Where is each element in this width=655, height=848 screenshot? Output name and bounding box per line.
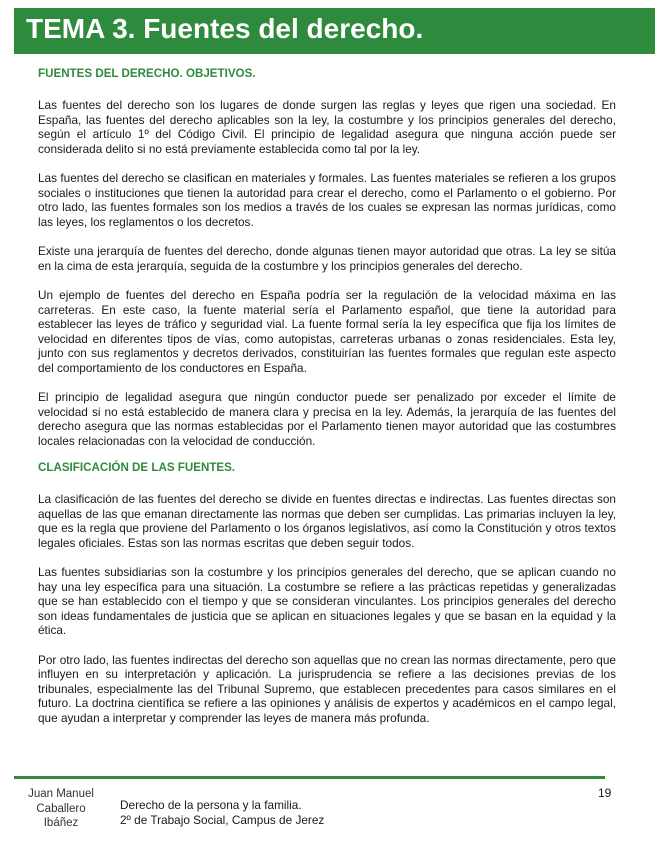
paragraph: El principio de legalidad asegura que ningún conductor puede ser penalizado por exceder el límite de velocidad si no está establecido de manera clara y precisa en la ley. Además, la jerarquía de las fuentes del derecho asegura que las normas establecidas por el Parlamento tienen mayor autoridad que las costumbres locales relacionadas con la velocidad de conducción. [38,390,616,448]
paragraph: Las fuentes del derecho son los lugares de donde surgen las reglas y leyes que rigen una sociedad. En España, las fuentes del derecho aplicables son la ley, la costumbre y los principios generales del derecho, según el artículo 1º del Código Civil. El principio de legalidad asegura que ninguna acción puede ser considerada delito si no está previamente establecida como tal por la ley. [38,98,616,156]
author-line: Ibáñez [43,817,79,829]
footer-course [120,798,324,828]
course-line: 2º de Trabajo Social, Campus de Jerez [120,813,325,827]
page-title: TEMA 3. Fuentes del derecho. [26,13,424,44]
page-number: 19 [598,786,612,800]
paragraph: Por otro lado, las fuentes indirectas del derecho son aquellas que no crean las normas directamente, pero que influyen en su interpretación y aplicación. La jurisprudencia se refiere a las decisiones previas de los tribunales, especialmente las del Tribunal Supremo, que establecen precedentes para casos similares en el futuro. La doctrina científica se refiere a las opiniones y análisis de expertos y académicos en el campo legal, que ayudan a interpretar y comprender las leyes de manera más profunda. [38,652,616,725]
footer-author [18,787,104,831]
paragraph: Las fuentes subsidiarias son la costumbre y los principios generales del derecho, que se aplican cuando no hay una ley específica para una situación. La costumbre se refiere a las prácticas repetidas y generalizadas que se han establecido con el tiempo y que se consideran vinculantes. Los principios generales del derecho son ideas fundamentales de justicia que se aplican en situaciones legales y que se basan en la equidad y la ética. [38,565,616,637]
footer-divider [14,776,605,779]
course-line: Derecho de la persona y la familia. [120,798,302,812]
title-banner [14,8,655,54]
paragraph: Un ejemplo de fuentes del derecho en España podría ser la regulación de la velocidad máxima en las carreteras. En este caso, la fuente material sería el Parlamento español, que tiene la autoridad para establecer las leyes de tráfico y seguridad vial. La fuente formal sería la ley específica que fija los límites de velocidad en diferentes tipos de vías, como autopistas, carreteras urbanas o zonas residenciales. Esta ley, junto con sus reglamentos y decretos derivados, constituirían las fuentes formales que regulan este aspecto del comportamiento de los conductores en España. [38,288,616,375]
author-line: Juan Manuel [28,788,94,800]
author-line: Caballero [36,802,86,815]
section-heading-objetivos: FUENTES DEL DERECHO. OBJETIVOS. [38,67,256,80]
paragraph: Las fuentes del derecho se clasifican en materiales y formales. Las fuentes materiales se refieren a los grupos sociales o instituciones que tienen la autoridad para crear el derecho, como el Parlamento o el gobierno. Por otro lado, las fuentes formales son los medios a través de los cuales se expresan las normas jurídicas, como las leyes, los reglamentos o los decretos. [38,171,616,229]
section-heading-clasificacion: CLASIFICACIÓN DE LAS FUENTES. [38,461,236,474]
document-body [38,66,616,725]
paragraph: Existe una jerarquía de fuentes del derecho, donde algunas tienen mayor autoridad que otras. La ley se sitúa en la cima de esta jerarquía, seguida de la costumbre y los principios generales del derecho. [38,244,616,273]
paragraph: La clasificación de las fuentes del derecho se divide en fuentes directas e indirectas. Las fuentes directas son aquellas de las que emanan directamente las normas que deben ser cumplidas. Las primarias incluyen la ley, que es la regla que proviene del Parlamento o los órganos legislativos, así como la Constitución y otros textos legales oficiales. Estas son las normas escritas que deben seguir todos. [38,492,616,550]
